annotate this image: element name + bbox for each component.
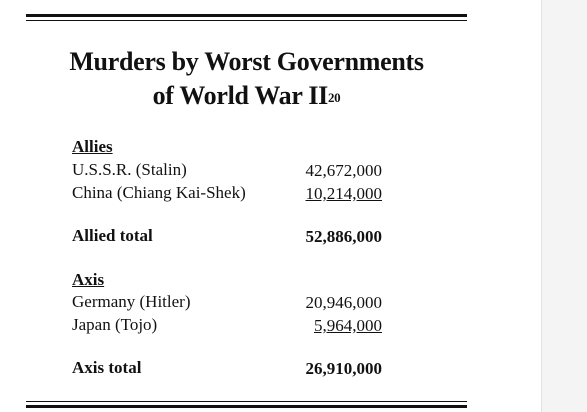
- allies-row-value: 10,214,000: [305, 184, 382, 203]
- title-line-2-text: of World War II: [152, 81, 328, 110]
- axis-row-label: Germany (Hitler): [72, 292, 191, 311]
- axis-row-label: Japan (Tojo): [72, 315, 158, 334]
- page-margin: [541, 0, 587, 412]
- allies-row-label: U.S.S.R. (Stalin): [72, 160, 187, 179]
- axis-total-value: 26,910,000: [305, 359, 382, 378]
- allies-total-value: 52,886,000: [305, 227, 382, 246]
- allies-heading: Allies: [72, 137, 113, 156]
- axis-row-value: 5,964,000: [314, 316, 382, 335]
- allies-row-value: 42,672,000: [305, 161, 382, 180]
- top-double-rule: [26, 14, 467, 21]
- title-line-1: Murders by Worst Governments: [69, 47, 424, 76]
- allies-total-label: Allied total: [72, 226, 153, 245]
- bottom-double-rule: [26, 401, 467, 408]
- allies-row-label: China (Chiang Kai-Shek): [72, 183, 246, 202]
- title-line-2: [26, 80, 467, 112]
- axis-total-label: Axis total: [72, 358, 142, 377]
- axis-row-value: 20,946,000: [305, 293, 382, 312]
- axis-heading: Axis: [72, 270, 105, 289]
- footnote-marker: 20: [327, 90, 341, 105]
